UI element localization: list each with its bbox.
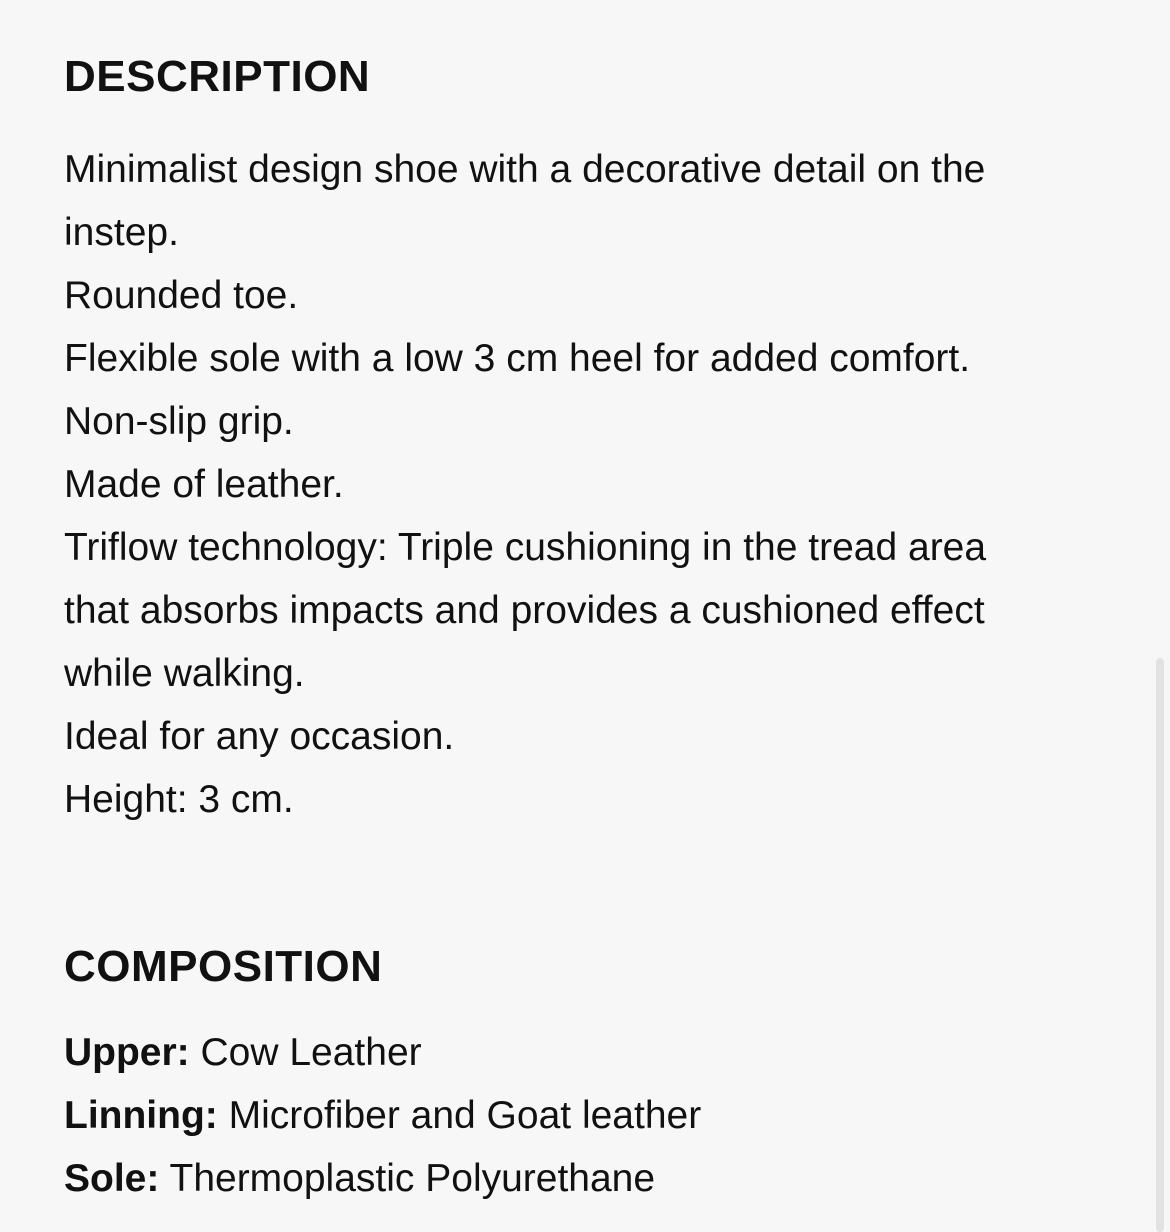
description-line: Rounded toe. (64, 274, 299, 317)
composition-value: Microfiber and Goat leather (217, 1094, 702, 1137)
composition-lining (64, 1084, 701, 1147)
description-line: Flexible sole with a low 3 cm heel for added comfort. (64, 337, 971, 380)
composition-value: Thermoplastic Polyurethane (159, 1157, 656, 1200)
composition-label: Upper: (64, 1031, 190, 1074)
composition-label: Sole: (64, 1157, 160, 1200)
description-line: instep. (64, 211, 179, 254)
description-line: that absorbs impacts and provides a cushioned effect (64, 589, 985, 632)
description-line: Made of leather. (64, 463, 344, 506)
description-line: Non-slip grip. (64, 400, 294, 443)
composition-label: Linning: (64, 1094, 218, 1137)
scrollbar-thumb[interactable] (1156, 658, 1164, 1232)
composition-value: Cow Leather (189, 1031, 422, 1074)
description-line: Height: 3 cm. (64, 778, 294, 821)
description-line: while walking. (64, 652, 305, 695)
composition-list (64, 1021, 701, 1210)
description-heading: DESCRIPTION (64, 52, 371, 101)
description-line: Ideal for any occasion. (64, 715, 455, 758)
description-line: Triflow technology: Triple cushioning in the tread area (64, 526, 987, 569)
composition-sole (64, 1147, 701, 1210)
description-text (64, 138, 1124, 831)
scrollbar[interactable] (1150, 0, 1170, 1232)
description-line: Minimalist design shoe with a decorative detail on the (64, 148, 986, 191)
composition-upper (64, 1021, 701, 1084)
composition-heading: COMPOSITION (64, 942, 383, 991)
